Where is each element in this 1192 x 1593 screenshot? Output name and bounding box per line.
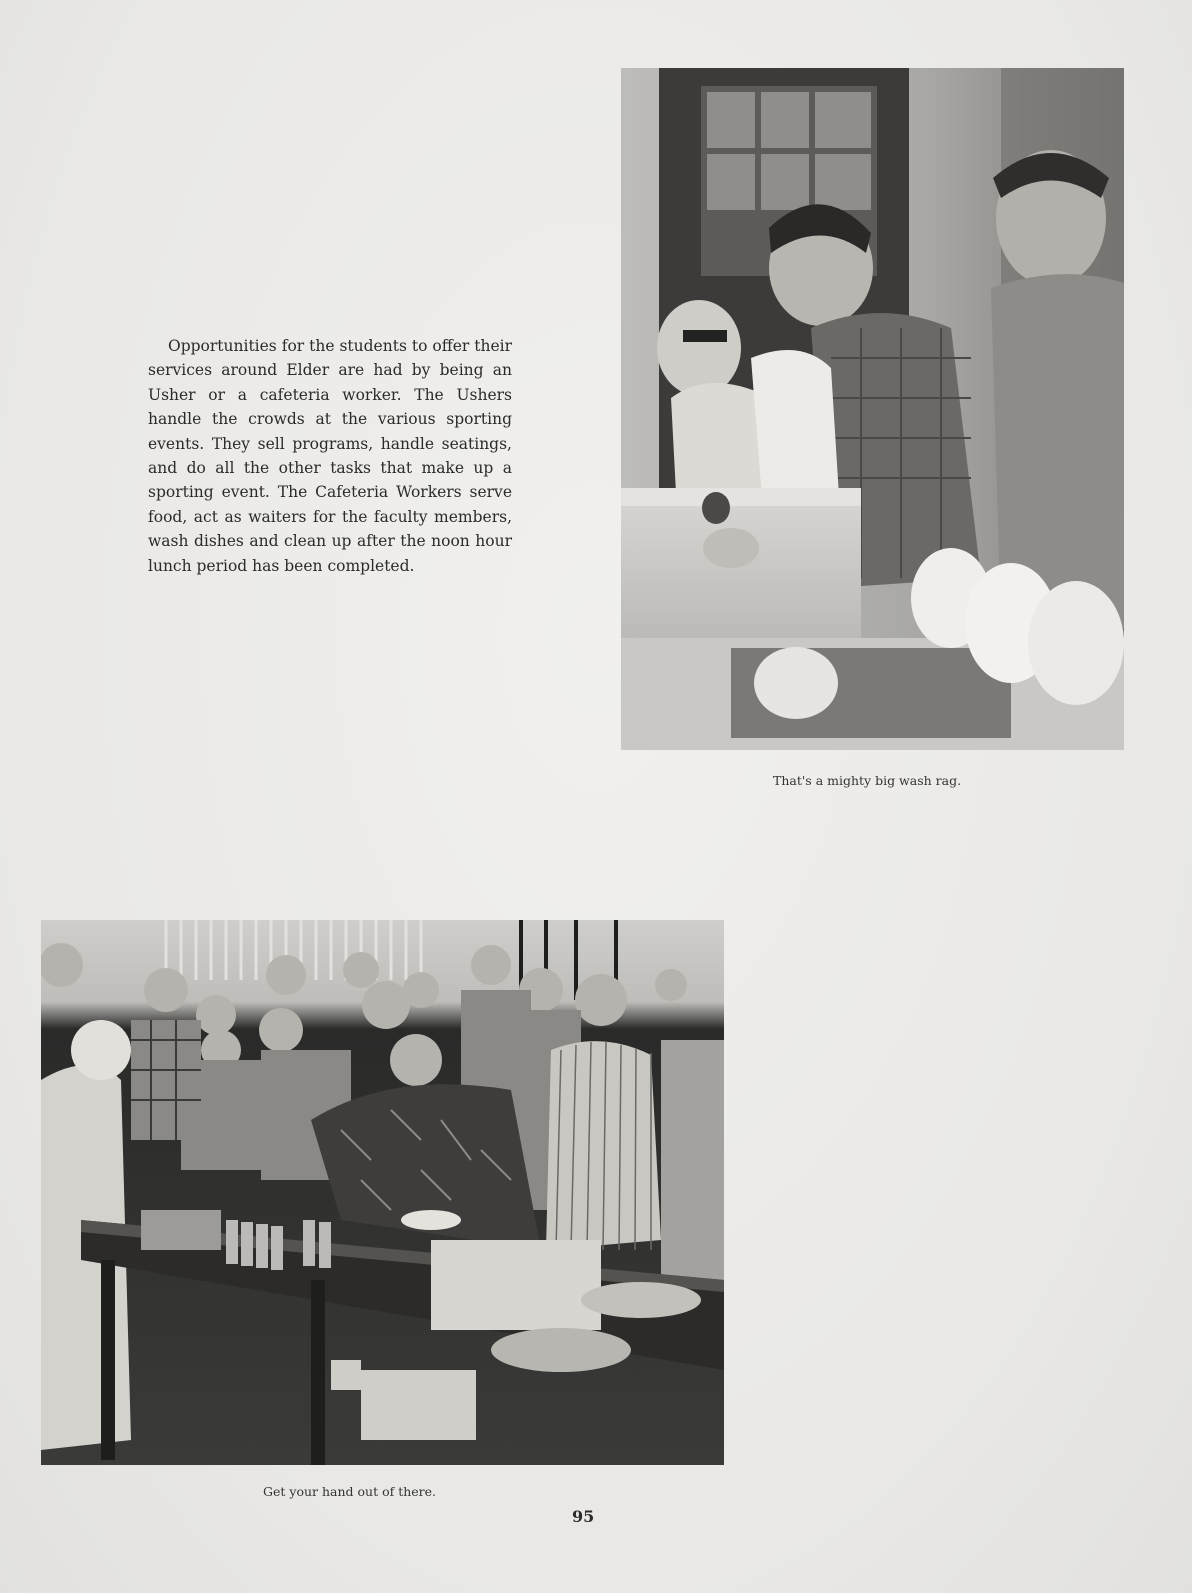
cafeteria-line-photo-caption: Get your hand out of there. <box>263 1484 437 1499</box>
article-body-text: Opportunities for the students to offer their services around Elder are had by being an Usher or a cafeteria worker. The Ushers handle the crowds at the various sporting events. They sell programs, handle seatings, and do all the other tasks that make up a sporting event. The Cafeteria Workers serve food, act as waiters for the faculty members, wash dishes and clean up after the noon hour lunch period has been completed. <box>148 337 512 575</box>
cafeteria-line-photo-image <box>41 920 724 1465</box>
dishwashing-photo <box>621 68 1124 750</box>
cafeteria-line-photo <box>41 920 724 1465</box>
dishwashing-photo-caption: That's a mighty big wash rag. <box>773 773 962 788</box>
dishwashing-photo-image <box>621 68 1124 750</box>
page-number: 95 <box>572 1507 595 1526</box>
